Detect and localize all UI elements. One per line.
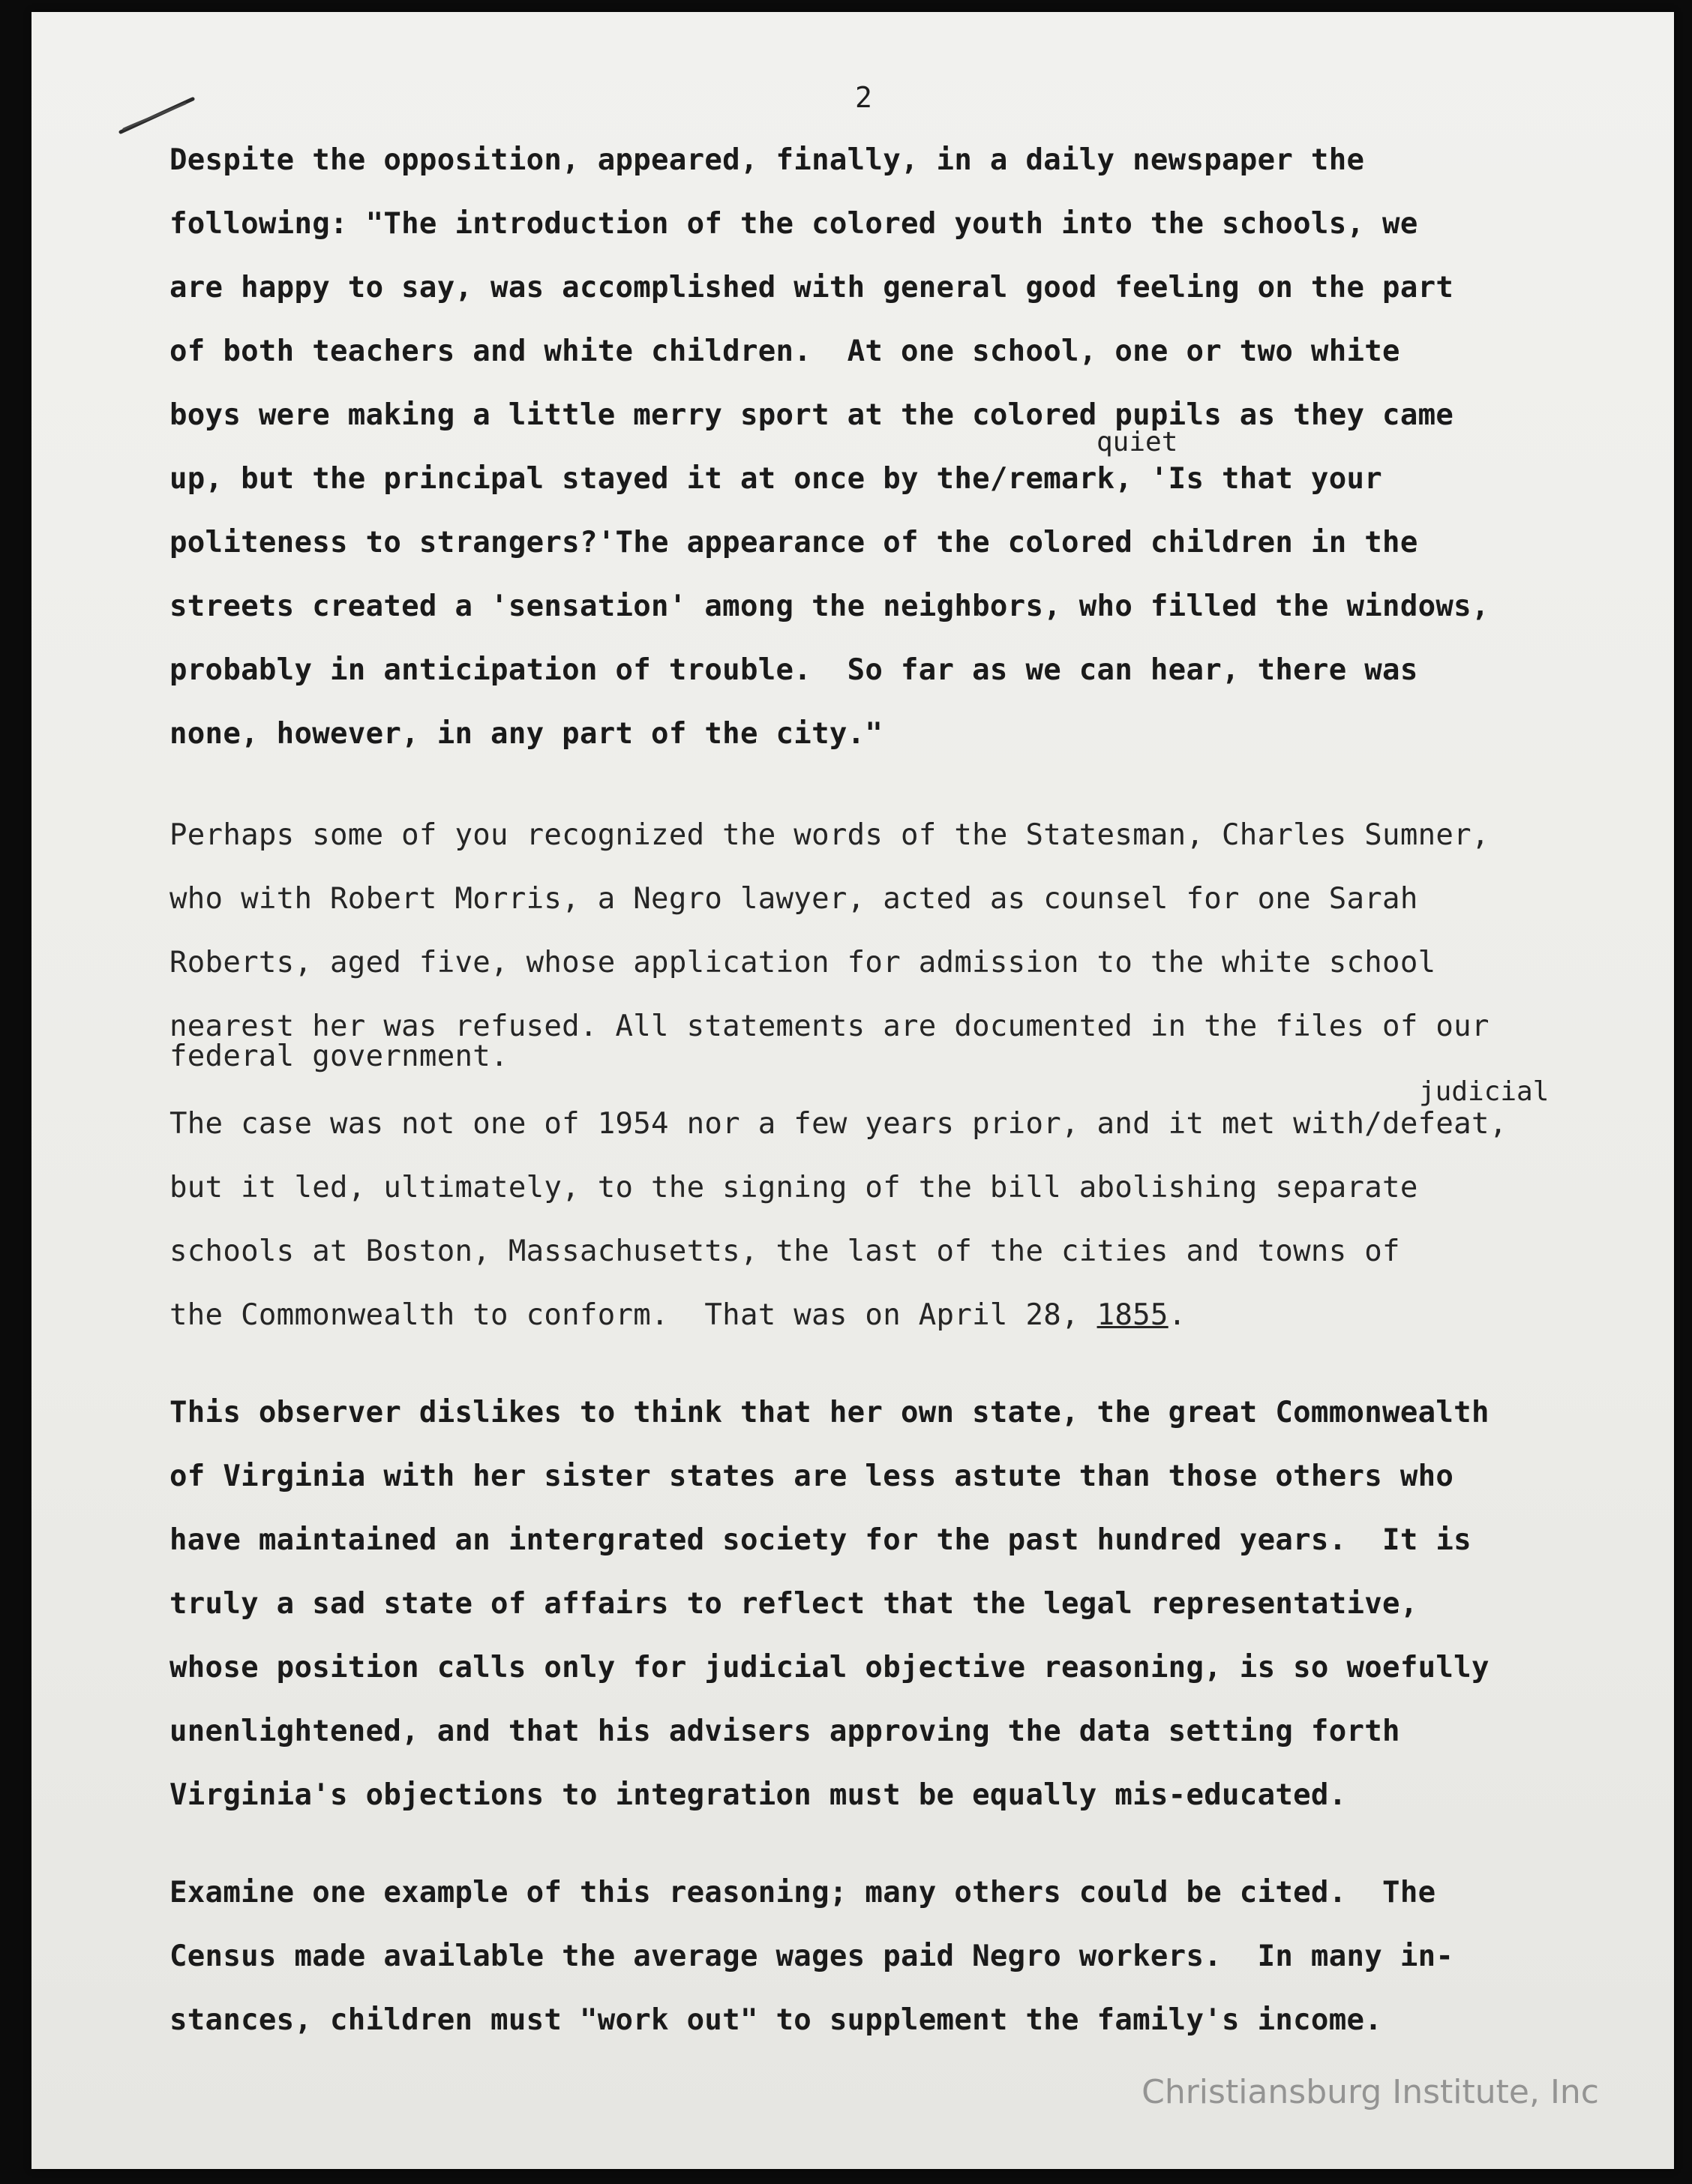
paragraph-2-line-6: The case was not one of 1954 nor a few years prior, and it met with/defeat,	[170, 1107, 1508, 1141]
paragraph-3-line-2: of Virginia with her sister states are less astute than those others who	[170, 1460, 1454, 1493]
underlined-year: 1855	[1096, 1298, 1168, 1332]
paragraph-1-line-3: are happy to say, was accomplished with general good feeling on the part	[170, 271, 1454, 304]
paragraph-2-line-9	[170, 1300, 1186, 1330]
paragraph-3-line-3: have maintained an intergrated society for the past hundred years. It is	[170, 1523, 1472, 1557]
ink-scratch-mark	[118, 93, 200, 138]
watermark: Christiansburg Institute, Inc	[1142, 2073, 1599, 2111]
paragraph-3-line-1: This observer dislikes to think that her own state, the great Commonwealth	[170, 1396, 1490, 1430]
paragraph-1-line-6: up, but the principal stayed it at once by the/remark, 'Is that your	[170, 462, 1383, 496]
paragraph-1-line-4: of both teachers and white children. At one school, one or two white	[170, 334, 1400, 368]
paragraph-2-line-1: Perhaps some of you recognized the words of the Statesman, Charles Sumner,	[170, 818, 1490, 852]
paragraph-4-line-1: Examine one example of this reasoning; many others could be cited. The	[170, 1876, 1436, 1910]
paragraph-3-line-7: Virginia's objections to integration must be equally mis-educated.	[170, 1778, 1347, 1812]
paragraph-3-line-6: unenlightened, and that his advisers approving the data setting forth	[170, 1714, 1400, 1748]
paragraph-2-line-4: nearest her was refused. All statements are documented in the files of our	[170, 1010, 1490, 1043]
handwritten-insert-judicial: judicial	[1419, 1076, 1550, 1107]
paragraph-1-line-5: boys were making a little merry sport at the colored pupils as they came	[170, 398, 1454, 432]
paragraph-2-line-7: but it led, ultimately, to the signing of the bill abolishing separate	[170, 1171, 1418, 1204]
paragraph-1-line-2: following: "The introduction of the colored youth into the schools, we	[170, 207, 1418, 241]
paragraph-3-line-4: truly a sad state of affairs to reflect that the legal representative,	[170, 1587, 1418, 1621]
paragraph-2-line-9-text: the Commonwealth to conform. That was on April 28,	[170, 1298, 1097, 1332]
paragraph-1-line-1: Despite the opposition, appeared, finally, in a daily newspaper the	[170, 143, 1365, 177]
paragraph-1-line-10: none, however, in any part of the city."	[170, 717, 884, 751]
typed-page	[32, 12, 1674, 2169]
paragraph-2-line-3: Roberts, aged five, whose application for admission to the white school	[170, 946, 1436, 980]
line-period: .	[1168, 1298, 1186, 1332]
paragraph-2-line-8: schools at Boston, Massachusetts, the last of the cities and towns of	[170, 1234, 1400, 1268]
handwritten-insert-quiet: quiet	[1096, 427, 1178, 458]
paragraph-1-line-7: politeness to strangers?'The appearance of the colored children in the	[170, 526, 1418, 560]
paragraph-3-line-5: whose position calls only for judicial objective reasoning, is so woefully	[170, 1651, 1490, 1684]
paragraph-2-line-2: who with Robert Morris, a Negro lawyer, acted as counsel for one Sarah	[170, 882, 1418, 916]
paragraph-4-line-2: Census made available the average wages paid Negro workers. In many in-	[170, 1940, 1454, 1973]
paragraph-1-line-9: probably in anticipation of trouble. So far as we can hear, there was	[170, 653, 1418, 687]
page-number: 2	[855, 81, 872, 114]
paragraph-1-line-8: streets created a 'sensation' among the neighbors, who filled the windows,	[170, 590, 1490, 623]
paragraph-4-line-3: stances, children must "work out" to supplement the family's income.	[170, 2003, 1383, 2037]
paragraph-2-line-5: federal government.	[170, 1040, 508, 1073]
